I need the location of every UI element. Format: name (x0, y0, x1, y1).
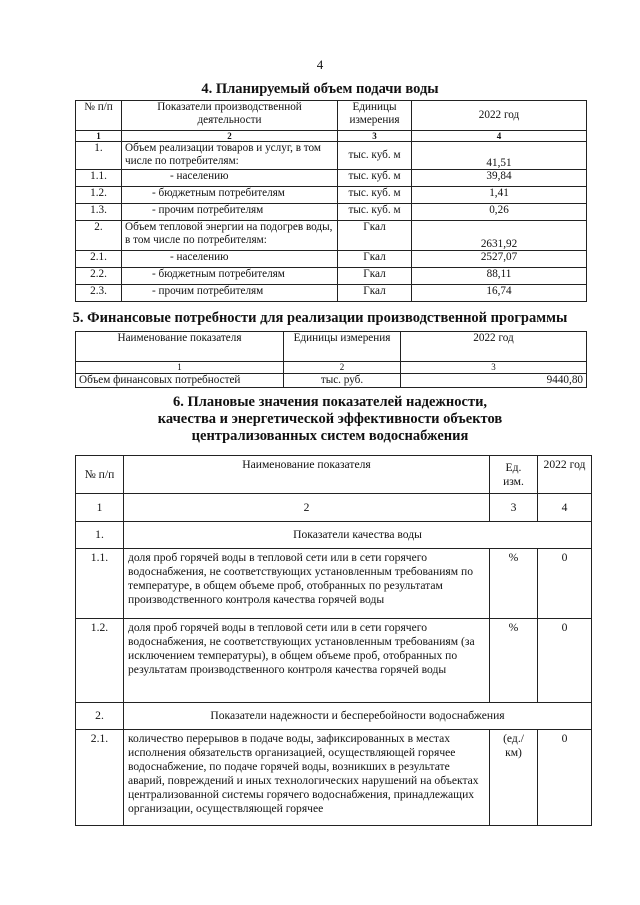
planned-volume-table (75, 100, 587, 302)
row-name: - прочим потребителям (122, 204, 338, 221)
row-name: Объем финансовых потребностей (76, 374, 284, 388)
group-title: Показатели качества воды (124, 522, 592, 549)
header-num: № п/п (76, 101, 122, 131)
row-value: 41,51 (412, 142, 587, 170)
table-row (76, 268, 587, 285)
section4-title: 4. Планируемый объем подачи воды (201, 81, 439, 97)
row-value: 0 (538, 730, 592, 826)
col-number: 2 (122, 131, 338, 142)
col-number: 1 (76, 131, 122, 142)
col-number: 4 (538, 494, 592, 522)
col-number: 2 (284, 362, 401, 374)
col-number: 1 (76, 494, 124, 522)
group-num: 2. (76, 703, 124, 730)
table-row (76, 251, 587, 268)
col-number: 1 (76, 362, 284, 374)
row-name: - бюджетным потребителям (122, 187, 338, 204)
header-unit: Единицы измерения (284, 332, 401, 362)
col-number: 2 (124, 494, 490, 522)
row-num: 1.3. (76, 204, 122, 221)
row-num: 2.1. (76, 730, 124, 826)
row-num: 1.2. (76, 187, 122, 204)
table-row (76, 187, 587, 204)
row-value: 0,26 (412, 204, 587, 221)
row-unit: (ед./ км) (490, 730, 538, 826)
row-value: 2631,92 (412, 221, 587, 251)
table-row (76, 204, 587, 221)
row-unit: Гкал (338, 251, 412, 268)
row-name: Объем реализации товаров и услуг, в том числе по потребителям: (122, 142, 338, 170)
financial-needs-table (75, 331, 587, 388)
row-unit: Гкал (338, 268, 412, 285)
row-name: - населению (122, 251, 338, 268)
row-name: доля проб горячей воды в тепловой сети или в сети горячего водоснабжения, не соответствующих установленным требованиям (за исключением температуры), в общем объеме проб, отобранных по результатам производственного контроля качества горячей воды (124, 619, 490, 703)
header-indicator: Наименование показателя (76, 332, 284, 362)
row-name: - прочим потребителям (122, 285, 338, 302)
row-name: доля проб горячей воды в тепловой сети или в сети горячего водоснабжения, не соответствующих установленным требованиям по температуре, в общем объеме проб, отобранных по результатам производственного контроля качества горячей воды (124, 549, 490, 619)
table-row (76, 221, 587, 251)
row-value: 16,74 (412, 285, 587, 302)
row-value: 0 (538, 549, 592, 619)
header-year: 2022 год (412, 101, 587, 131)
row-unit: % (490, 619, 538, 703)
group-row (76, 703, 592, 730)
header-num: № п/п (76, 456, 124, 494)
row-num: 2.3. (76, 285, 122, 302)
row-unit: тыс. руб. (284, 374, 401, 388)
group-title: Показатели надежности и бесперебойности водоснабжения (124, 703, 592, 730)
table-row (76, 170, 587, 187)
row-value: 2527,07 (412, 251, 587, 268)
row-name: - населению (122, 170, 338, 187)
row-num: 1.1. (76, 549, 124, 619)
row-num: 1. (76, 142, 122, 170)
header-year: 2022 год (401, 332, 587, 362)
table-row (76, 285, 587, 302)
row-name: Объем тепловой энергии на подогрев воды, в том числе по потребителям: (122, 221, 338, 251)
row-unit: тыс. куб. м (338, 187, 412, 204)
row-name: - бюджетным потребителям (122, 268, 338, 285)
row-num: 2.2. (76, 268, 122, 285)
row-num: 1.2. (76, 619, 124, 703)
row-value: 0 (538, 619, 592, 703)
group-row (76, 522, 592, 549)
reliability-indicators-table (75, 455, 592, 826)
table-row (76, 730, 592, 826)
group-num: 1. (76, 522, 124, 549)
row-unit: Гкал (338, 285, 412, 302)
section6-title-line2: качества и энергетической эффективности объектов (157, 411, 503, 427)
row-unit: тыс. куб. м (338, 142, 412, 170)
table-row (76, 142, 587, 170)
header-unit: Единицы измерения (338, 101, 412, 131)
row-unit: тыс. куб. м (338, 204, 412, 221)
row-value: 1,41 (412, 187, 587, 204)
row-value: 88,11 (412, 268, 587, 285)
col-number: 3 (338, 131, 412, 142)
page-number: 4 (316, 57, 324, 72)
section6-title-line3: централизованных систем водоснабжения (191, 428, 469, 444)
col-number: 4 (412, 131, 587, 142)
header-year: 2022 год (538, 456, 592, 494)
section5-title: 5. Финансовые потребности для реализации производственной программы (72, 310, 568, 326)
row-name: количество перерывов в подаче воды, зафиксированных в местах исполнения обязательств организацией, осуществляющей горячее водоснабжение, по подаче горячей воды, возникших в результате аварий, повреждений и иных технологических нарушений на объектах централизованной системы горячего водоснабжения, принадлежащих организации, осуществляющей горячее (124, 730, 490, 826)
row-num: 2.1. (76, 251, 122, 268)
header-indicator: Наименование показателя (124, 456, 490, 494)
table-row (76, 619, 592, 703)
row-unit: Гкал (338, 221, 412, 251)
table-row (76, 549, 592, 619)
section6-title-line1: 6. Плановые значения показателей надежности, (172, 394, 488, 410)
row-value: 9440,80 (401, 374, 587, 388)
row-unit: % (490, 549, 538, 619)
header-unit: Ед. изм. (490, 456, 538, 494)
header-indicator: Показатели производственной деятельности (122, 101, 338, 131)
col-number: 3 (490, 494, 538, 522)
row-num: 1.1. (76, 170, 122, 187)
table-row (76, 374, 587, 388)
row-value: 39,84 (412, 170, 587, 187)
row-unit: тыс. куб. м (338, 170, 412, 187)
col-number: 3 (401, 362, 587, 374)
row-num: 2. (76, 221, 122, 251)
